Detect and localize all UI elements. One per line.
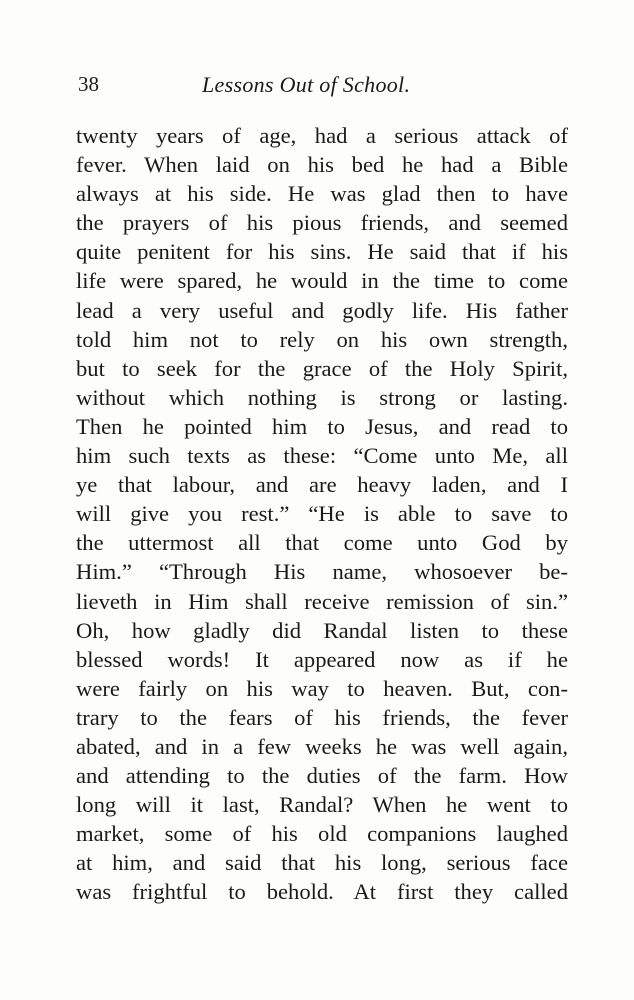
text-line: trary to the fears of his friends, the fever <box>76 704 568 730</box>
text-line: blessed words! It appeared now as if he <box>76 646 568 672</box>
text-line: was frightful to behold. At first they called <box>76 879 568 905</box>
text-line: always at his side. He was glad then to have <box>76 181 568 207</box>
text-line: Then he pointed him to Jesus, and read to <box>76 413 568 439</box>
text-line: life were spared, he would in the time to come <box>76 268 568 294</box>
page-header <box>78 72 568 108</box>
text-line: but to seek for the grace of the Holy Spirit, <box>76 355 568 381</box>
text-line: ye that labour, and are heavy laden, and I <box>76 472 568 498</box>
text-line: Him.” “Through His name, whosoever be- <box>76 559 568 585</box>
text-line: lead a very useful and godly life. His father <box>76 297 568 323</box>
text-line: market, some of his old companions laughed <box>76 821 568 847</box>
text-line: will give you rest.” “He is able to save to <box>76 501 568 527</box>
text-line: were fairly on his way to heaven. But, con- <box>76 675 568 701</box>
text-line: told him not to rely on his own strength, <box>76 326 568 352</box>
text-line: the uttermost all that come unto God by <box>76 530 568 556</box>
page-number: 38 <box>78 72 99 96</box>
text-line: fever. When laid on his bed he had a Bible <box>76 152 568 178</box>
running-title: Lessons Out of School. <box>202 72 411 97</box>
text-line: at him, and said that his long, serious face <box>76 850 568 876</box>
text-line: the prayers of his pious friends, and seemed <box>76 210 568 236</box>
text-line: long will it last, Randal? When he went to <box>76 792 568 818</box>
text-line: abated, and in a few weeks he was well again, <box>76 733 568 759</box>
text-line: quite penitent for his sins. He said that if his <box>76 239 568 265</box>
text-line: and attending to the duties of the farm. How <box>76 763 568 789</box>
text-line: without which nothing is strong or lasting. <box>76 384 568 410</box>
body-text <box>76 121 568 907</box>
text-line: him such texts as these: “Come unto Me, all <box>76 443 568 469</box>
text-line: lieveth in Him shall receive remission of sin.” <box>76 588 568 614</box>
text-line: Oh, how gladly did Randal listen to these <box>76 617 568 643</box>
text-line: twenty years of age, had a serious attack of <box>76 123 568 148</box>
